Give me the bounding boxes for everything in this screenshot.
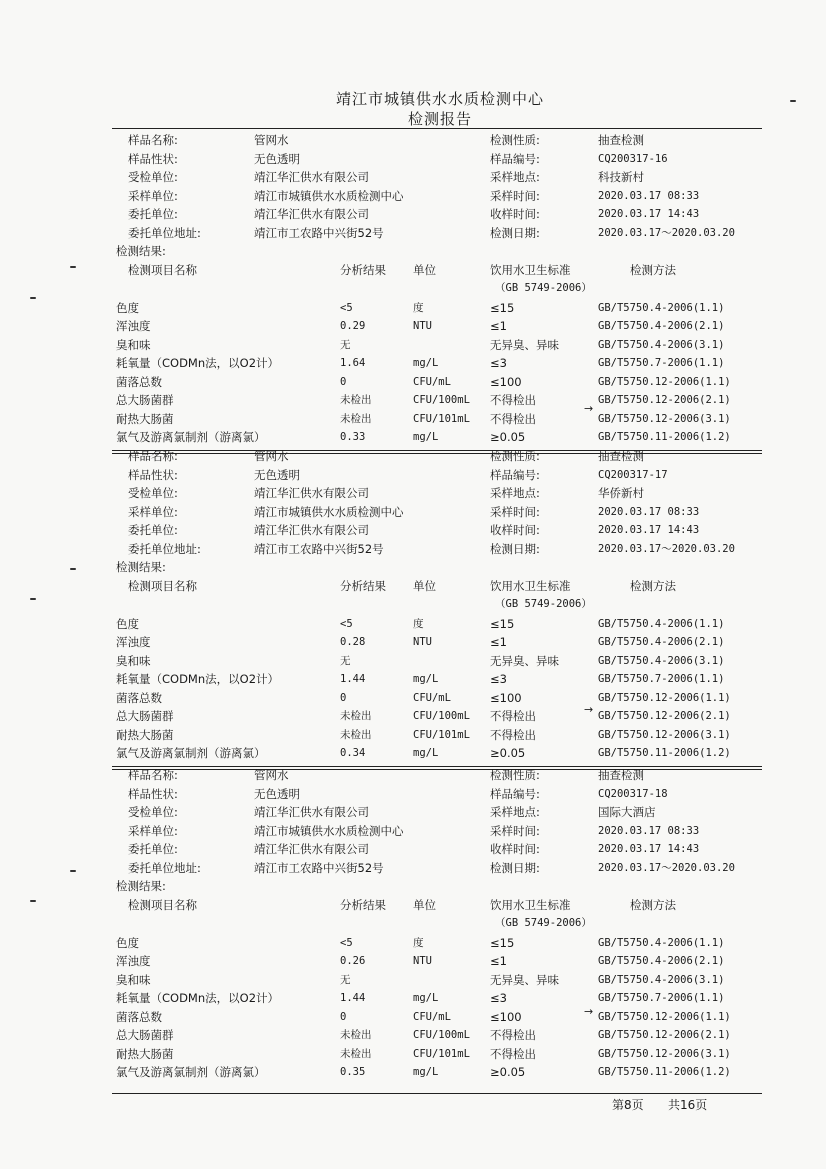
- field-value: 靖江华汇供水有限公司: [254, 486, 369, 500]
- header-row: [0, 803, 826, 821]
- cell-standard: 不得检出: [490, 393, 536, 407]
- cell-unit: 度: [413, 301, 424, 314]
- cell-unit: 度: [413, 617, 424, 630]
- field-value: 管网水: [254, 133, 289, 147]
- field-value: 靖江华汇供水有限公司: [254, 842, 369, 856]
- standard-code: （GB 5749-2006）: [495, 917, 592, 929]
- pen-mark: →: [584, 402, 594, 415]
- cell-standard: ≤100: [490, 690, 522, 705]
- standard-code-row: [0, 279, 826, 297]
- header-row: [0, 540, 826, 558]
- cell-unit: CFU/mL: [413, 375, 451, 388]
- cell-item: 总大肠菌群: [116, 709, 174, 723]
- header-row: [0, 466, 826, 484]
- table-row: [0, 391, 826, 409]
- cell-method: GB/T5750.4-2006(3.1): [598, 973, 725, 986]
- top-rule: [112, 128, 762, 129]
- cell-standard: ≥0.05: [490, 430, 526, 444]
- table-row: [0, 670, 826, 688]
- column-header-unit: 单位: [413, 578, 436, 593]
- cell-standard: ≤15: [490, 300, 515, 315]
- cell-method: GB/T5750.11-2006(1.2): [598, 1066, 731, 1078]
- cell-unit: mg/L: [413, 431, 439, 443]
- table-row: [0, 615, 826, 633]
- cell-standard: 不得检出: [490, 727, 536, 742]
- cell-standard: ≤15: [490, 935, 515, 950]
- column-header-item: 检测项目名称: [128, 578, 197, 593]
- cell-item: 臭和味: [116, 337, 151, 352]
- field-label: 样品编号:: [490, 151, 540, 166]
- cell-item: 臭和味: [116, 653, 151, 668]
- cell-unit: mg/L: [413, 673, 439, 685]
- field-label: 委托单位:: [128, 207, 178, 221]
- cell-item: 浑浊度: [116, 635, 151, 649]
- table-row: [0, 652, 826, 670]
- field-label: 检测性质:: [490, 133, 540, 147]
- cell-method: GB/T5750.12-2006(1.1): [598, 691, 731, 704]
- header-row: [0, 224, 826, 242]
- column-header-item: 检测项目名称: [128, 897, 197, 912]
- field-value: 2020.03.17 08:33: [598, 505, 700, 518]
- field-label: 样品名称:: [128, 768, 178, 782]
- cell-standard: ≤15: [490, 616, 515, 631]
- field-label: 采样单位:: [128, 504, 178, 519]
- cell-method: GB/T5750.4-2006(1.1): [598, 301, 725, 314]
- field-label: 样品名称:: [128, 133, 178, 147]
- cell-method: GB/T5750.12-2006(3.1): [598, 412, 731, 425]
- field-label: 样品编号:: [490, 467, 540, 482]
- field-label: 受检单位:: [128, 805, 178, 819]
- field-label: 采样地点:: [490, 805, 540, 819]
- field-value: 靖江华汇供水有限公司: [254, 170, 369, 184]
- column-header-unit: 单位: [413, 897, 436, 912]
- field-value: 2020.03.17 08:33: [598, 189, 700, 202]
- document-subtitle: 检测报告: [407, 110, 472, 128]
- cell-method: GB/T5750.4-2006(2.1): [598, 955, 725, 967]
- cell-item: 氯气及游离氯制剂（游离氯）: [116, 746, 266, 760]
- scan-mark: [30, 297, 36, 299]
- table-row: [0, 317, 826, 335]
- pen-mark: →: [584, 1005, 594, 1018]
- field-value: 2020.03.17 14:43: [598, 524, 700, 536]
- table-row: [0, 354, 826, 372]
- table-row: [0, 1008, 826, 1026]
- cell-method: GB/T5750.7-2006(1.1): [598, 357, 725, 369]
- field-value: 2020.03.17 14:43: [598, 208, 700, 220]
- page-total: 共16页: [668, 1098, 708, 1112]
- cell-method: GB/T5750.7-2006(1.1): [598, 992, 725, 1004]
- cell-item: 总大肠菌群: [116, 393, 174, 407]
- header-row: [0, 521, 826, 539]
- field-label: 采样单位:: [128, 188, 178, 203]
- cell-method: GB/T5750.12-2006(2.1): [598, 710, 731, 722]
- table-row: [0, 952, 826, 970]
- results-label: 检测结果:: [116, 560, 166, 574]
- field-value: 无色透明: [254, 151, 300, 166]
- results-label-row: [0, 558, 826, 576]
- cell-unit: CFU/101mL: [413, 412, 470, 425]
- field-value: 2020.03.17 14:43: [598, 843, 700, 855]
- header-row: [0, 150, 826, 168]
- field-label: 委托单位地址:: [128, 541, 201, 556]
- table-header-row: [0, 577, 826, 595]
- table-row: [0, 336, 826, 354]
- cell-item: 菌落总数: [116, 374, 162, 389]
- standard-code: （GB 5749-2006）: [495, 598, 592, 610]
- table-header-row: [0, 896, 826, 914]
- field-value: 管网水: [254, 768, 289, 782]
- cell-result: 未检出: [340, 710, 372, 722]
- field-label: 采样单位:: [128, 823, 178, 838]
- field-label: 受检单位:: [128, 486, 178, 500]
- header-row: [0, 205, 826, 223]
- cell-unit: NTU: [413, 955, 432, 967]
- field-label: 收样时间:: [490, 207, 540, 221]
- cell-standard: ≤100: [490, 1009, 522, 1024]
- cell-method: GB/T5750.4-2006(3.1): [598, 338, 725, 351]
- cell-item: 臭和味: [116, 972, 151, 987]
- cell-standard: ≤1: [490, 635, 507, 649]
- field-value: 靖江华汇供水有限公司: [254, 805, 369, 819]
- header-row: [0, 840, 826, 858]
- scan-mark: [70, 870, 76, 872]
- cell-result: 0.33: [340, 431, 366, 443]
- cell-item: 耐热大肠菌: [116, 411, 174, 426]
- cell-item: 耗氧量（CODMn法，以O2计）: [116, 356, 280, 370]
- field-label: 采样时间:: [490, 188, 540, 203]
- header-row: [0, 766, 826, 784]
- field-label: 收样时间:: [490, 523, 540, 537]
- standard-code: （GB 5749-2006）: [495, 282, 592, 294]
- field-label: 样品编号:: [490, 786, 540, 801]
- scan-mark: [70, 266, 76, 268]
- cell-standard: ≤3: [490, 991, 507, 1005]
- field-value: 无色透明: [254, 786, 300, 801]
- column-header-result: 分析结果: [340, 262, 386, 277]
- cell-method: GB/T5750.12-2006(3.1): [598, 1047, 731, 1060]
- field-label: 采样时间:: [490, 823, 540, 838]
- table-row: [0, 1063, 826, 1081]
- cell-method: GB/T5750.4-2006(1.1): [598, 617, 725, 630]
- field-value: 管网水: [254, 449, 289, 463]
- cell-method: GB/T5750.11-2006(1.2): [598, 431, 731, 443]
- field-label: 样品性状:: [128, 786, 178, 801]
- table-row: [0, 689, 826, 707]
- cell-unit: NTU: [413, 636, 432, 648]
- table-row: [0, 1045, 826, 1063]
- column-header-item: 检测项目名称: [128, 262, 197, 277]
- field-value: 华侨新村: [598, 486, 644, 500]
- cell-result: 0.35: [340, 1066, 366, 1078]
- header-row: [0, 168, 826, 186]
- field-value: 2020.03.17 08:33: [598, 824, 700, 837]
- cell-unit: CFU/100mL: [413, 394, 470, 406]
- cell-item: 色度: [116, 935, 139, 950]
- cell-item: 氯气及游离氯制剂（游离氯）: [116, 430, 266, 444]
- cell-method: GB/T5750.4-2006(2.1): [598, 320, 725, 332]
- field-label: 检测性质:: [490, 449, 540, 463]
- column-header-result: 分析结果: [340, 897, 386, 912]
- cell-unit: CFU/101mL: [413, 1047, 470, 1060]
- cell-unit: CFU/100mL: [413, 1029, 470, 1041]
- cell-standard: 无异臭、异味: [490, 653, 559, 668]
- cell-item: 耗氧量（CODMn法，以O2计）: [116, 991, 280, 1005]
- table-row: [0, 971, 826, 989]
- cell-standard: ≤1: [490, 319, 507, 333]
- scan-mark: [70, 568, 76, 570]
- cell-method: GB/T5750.7-2006(1.1): [598, 673, 725, 685]
- table-row: [0, 428, 826, 446]
- cell-standard: 不得检出: [490, 1028, 536, 1042]
- cell-unit: mg/L: [413, 747, 439, 759]
- cell-result: 0.28: [340, 636, 366, 648]
- column-header-result: 分析结果: [340, 578, 386, 593]
- field-label: 委托单位地址:: [128, 225, 201, 240]
- field-value: 2020.03.17～2020.03.20: [598, 542, 735, 555]
- field-value: 靖江市城镇供水水质检测中心: [254, 504, 404, 519]
- table-row: [0, 299, 826, 317]
- cell-item: 色度: [116, 616, 139, 631]
- table-row: [0, 633, 826, 651]
- cell-item: 菌落总数: [116, 1009, 162, 1024]
- field-value: 靖江市工农路中兴街52号: [254, 225, 384, 240]
- field-label: 委托单位:: [128, 523, 178, 537]
- header-row: [0, 822, 826, 840]
- field-label: 检测日期:: [490, 225, 540, 240]
- cell-result: 1.44: [340, 992, 366, 1004]
- bottom-rule: [112, 1093, 762, 1094]
- cell-result: <5: [340, 936, 353, 949]
- field-value: 抽查检测: [598, 449, 644, 463]
- cell-method: GB/T5750.4-2006(2.1): [598, 636, 725, 648]
- cell-item: 耗氧量（CODMn法，以O2计）: [116, 672, 280, 686]
- cell-standard: ≤1: [490, 954, 507, 968]
- cell-standard: ≥0.05: [490, 746, 526, 760]
- header-row: [0, 785, 826, 803]
- header-row: [0, 187, 826, 205]
- cell-method: GB/T5750.4-2006(1.1): [598, 936, 725, 949]
- results-label-row: [0, 877, 826, 895]
- scan-mark: [30, 598, 36, 600]
- cell-unit: NTU: [413, 320, 432, 332]
- field-label: 样品性状:: [128, 151, 178, 166]
- field-value: 靖江市工农路中兴街52号: [254, 541, 384, 556]
- table-row: [0, 744, 826, 762]
- column-header-method: 检测方法: [630, 897, 676, 912]
- cell-standard: ≤3: [490, 356, 507, 370]
- header-row: [0, 859, 826, 877]
- cell-result: 未检出: [340, 728, 372, 741]
- field-value: CQ200317-17: [598, 468, 668, 481]
- column-header-method: 检测方法: [630, 262, 676, 277]
- field-value: 抽查检测: [598, 133, 644, 147]
- field-value: 2020.03.17～2020.03.20: [598, 226, 735, 239]
- field-label: 委托单位地址:: [128, 860, 201, 875]
- cell-result: 未检出: [340, 394, 372, 406]
- table-row: [0, 934, 826, 952]
- field-value: 抽查检测: [598, 768, 644, 782]
- field-value: 国际大酒店: [598, 805, 656, 819]
- header-row: [0, 447, 826, 465]
- field-label: 收样时间:: [490, 842, 540, 856]
- cell-method: GB/T5750.12-2006(2.1): [598, 394, 731, 406]
- field-label: 检测日期:: [490, 860, 540, 875]
- table-row: [0, 410, 826, 428]
- table-row: [0, 707, 826, 725]
- table-row: [0, 1026, 826, 1044]
- field-value: CQ200317-18: [598, 787, 668, 800]
- cell-result: 无: [340, 973, 351, 986]
- cell-result: 0.26: [340, 955, 366, 967]
- cell-standard: 不得检出: [490, 411, 536, 426]
- column-header-standard: 饮用水卫生标准: [490, 897, 571, 912]
- field-value: 2020.03.17～2020.03.20: [598, 861, 735, 874]
- cell-result: 1.64: [340, 357, 366, 369]
- cell-standard: ≤3: [490, 672, 507, 686]
- cell-unit: mg/L: [413, 1066, 439, 1078]
- cell-standard: 不得检出: [490, 1046, 536, 1061]
- header-row: [0, 131, 826, 149]
- cell-method: GB/T5750.12-2006(3.1): [598, 728, 731, 741]
- cell-method: GB/T5750.12-2006(1.1): [598, 1010, 731, 1023]
- results-label: 检测结果:: [116, 244, 166, 258]
- field-value: CQ200317-16: [598, 152, 668, 165]
- column-header-standard: 饮用水卫生标准: [490, 578, 571, 593]
- cell-result: 0: [340, 1010, 347, 1023]
- field-label: 检测日期:: [490, 541, 540, 556]
- table-row: [0, 373, 826, 391]
- header-row: [0, 484, 826, 502]
- cell-standard: 不得检出: [490, 709, 536, 723]
- table-row: [0, 726, 826, 744]
- cell-result: 无: [340, 338, 351, 351]
- cell-unit: 度: [413, 936, 424, 949]
- cell-item: 氯气及游离氯制剂（游离氯）: [116, 1065, 266, 1079]
- field-label: 委托单位:: [128, 842, 178, 856]
- field-value: 靖江市城镇供水水质检测中心: [254, 188, 404, 203]
- pen-mark: →: [584, 703, 594, 716]
- cell-result: 1.44: [340, 673, 366, 685]
- cell-result: 未检出: [340, 1047, 372, 1060]
- scan-mark: [790, 100, 796, 102]
- header-row: [0, 503, 826, 521]
- cell-standard: ≤100: [490, 374, 522, 389]
- field-value: 靖江华汇供水有限公司: [254, 523, 369, 537]
- standard-code-row: [0, 595, 826, 613]
- cell-method: GB/T5750.11-2006(1.2): [598, 747, 731, 759]
- field-value: 无色透明: [254, 467, 300, 482]
- cell-method: GB/T5750.12-2006(2.1): [598, 1029, 731, 1041]
- cell-result: 0: [340, 691, 347, 704]
- cell-result: 未检出: [340, 412, 372, 425]
- cell-unit: mg/L: [413, 992, 439, 1004]
- field-value: 科技新村: [598, 170, 644, 184]
- cell-item: 浑浊度: [116, 954, 151, 968]
- cell-result: 未检出: [340, 1029, 372, 1041]
- cell-item: 耐热大肠菌: [116, 1046, 174, 1061]
- cell-result: 0.29: [340, 320, 366, 332]
- column-header-unit: 单位: [413, 262, 436, 277]
- page-number: 第8页: [612, 1098, 644, 1112]
- cell-unit: CFU/mL: [413, 1010, 451, 1023]
- cell-result: 0.34: [340, 747, 366, 759]
- field-label: 采样地点:: [490, 170, 540, 184]
- results-label: 检测结果:: [116, 879, 166, 893]
- cell-standard: 无异臭、异味: [490, 972, 559, 987]
- field-label: 采样地点:: [490, 486, 540, 500]
- cell-result: <5: [340, 617, 353, 630]
- cell-item: 浑浊度: [116, 319, 151, 333]
- cell-item: 总大肠菌群: [116, 1028, 174, 1042]
- cell-item: 色度: [116, 300, 139, 315]
- standard-code-row: [0, 914, 826, 932]
- cell-unit: mg/L: [413, 357, 439, 369]
- cell-result: 无: [340, 654, 351, 667]
- cell-standard: 无异臭、异味: [490, 337, 559, 352]
- cell-standard: ≥0.05: [490, 1065, 526, 1079]
- field-label: 样品名称:: [128, 449, 178, 463]
- field-label: 受检单位:: [128, 170, 178, 184]
- column-header-standard: 饮用水卫生标准: [490, 262, 571, 277]
- cell-unit: CFU/100mL: [413, 710, 470, 722]
- table-row: [0, 989, 826, 1007]
- table-header-row: [0, 261, 826, 279]
- cell-result: 0: [340, 375, 347, 388]
- document-title: 靖江市城镇供水水质检测中心: [335, 90, 544, 108]
- cell-unit: CFU/mL: [413, 691, 451, 704]
- field-value: 靖江华汇供水有限公司: [254, 207, 369, 221]
- results-label-row: [0, 242, 826, 260]
- cell-item: 菌落总数: [116, 690, 162, 705]
- cell-unit: CFU/101mL: [413, 728, 470, 741]
- field-label: 检测性质:: [490, 768, 540, 782]
- field-value: 靖江市城镇供水水质检测中心: [254, 823, 404, 838]
- cell-method: GB/T5750.4-2006(3.1): [598, 654, 725, 667]
- scan-mark: [30, 900, 36, 902]
- field-label: 样品性状:: [128, 467, 178, 482]
- field-label: 采样时间:: [490, 504, 540, 519]
- cell-method: GB/T5750.12-2006(1.1): [598, 375, 731, 388]
- cell-result: <5: [340, 301, 353, 314]
- column-header-method: 检测方法: [630, 578, 676, 593]
- cell-item: 耐热大肠菌: [116, 727, 174, 742]
- field-value: 靖江市工农路中兴街52号: [254, 860, 384, 875]
